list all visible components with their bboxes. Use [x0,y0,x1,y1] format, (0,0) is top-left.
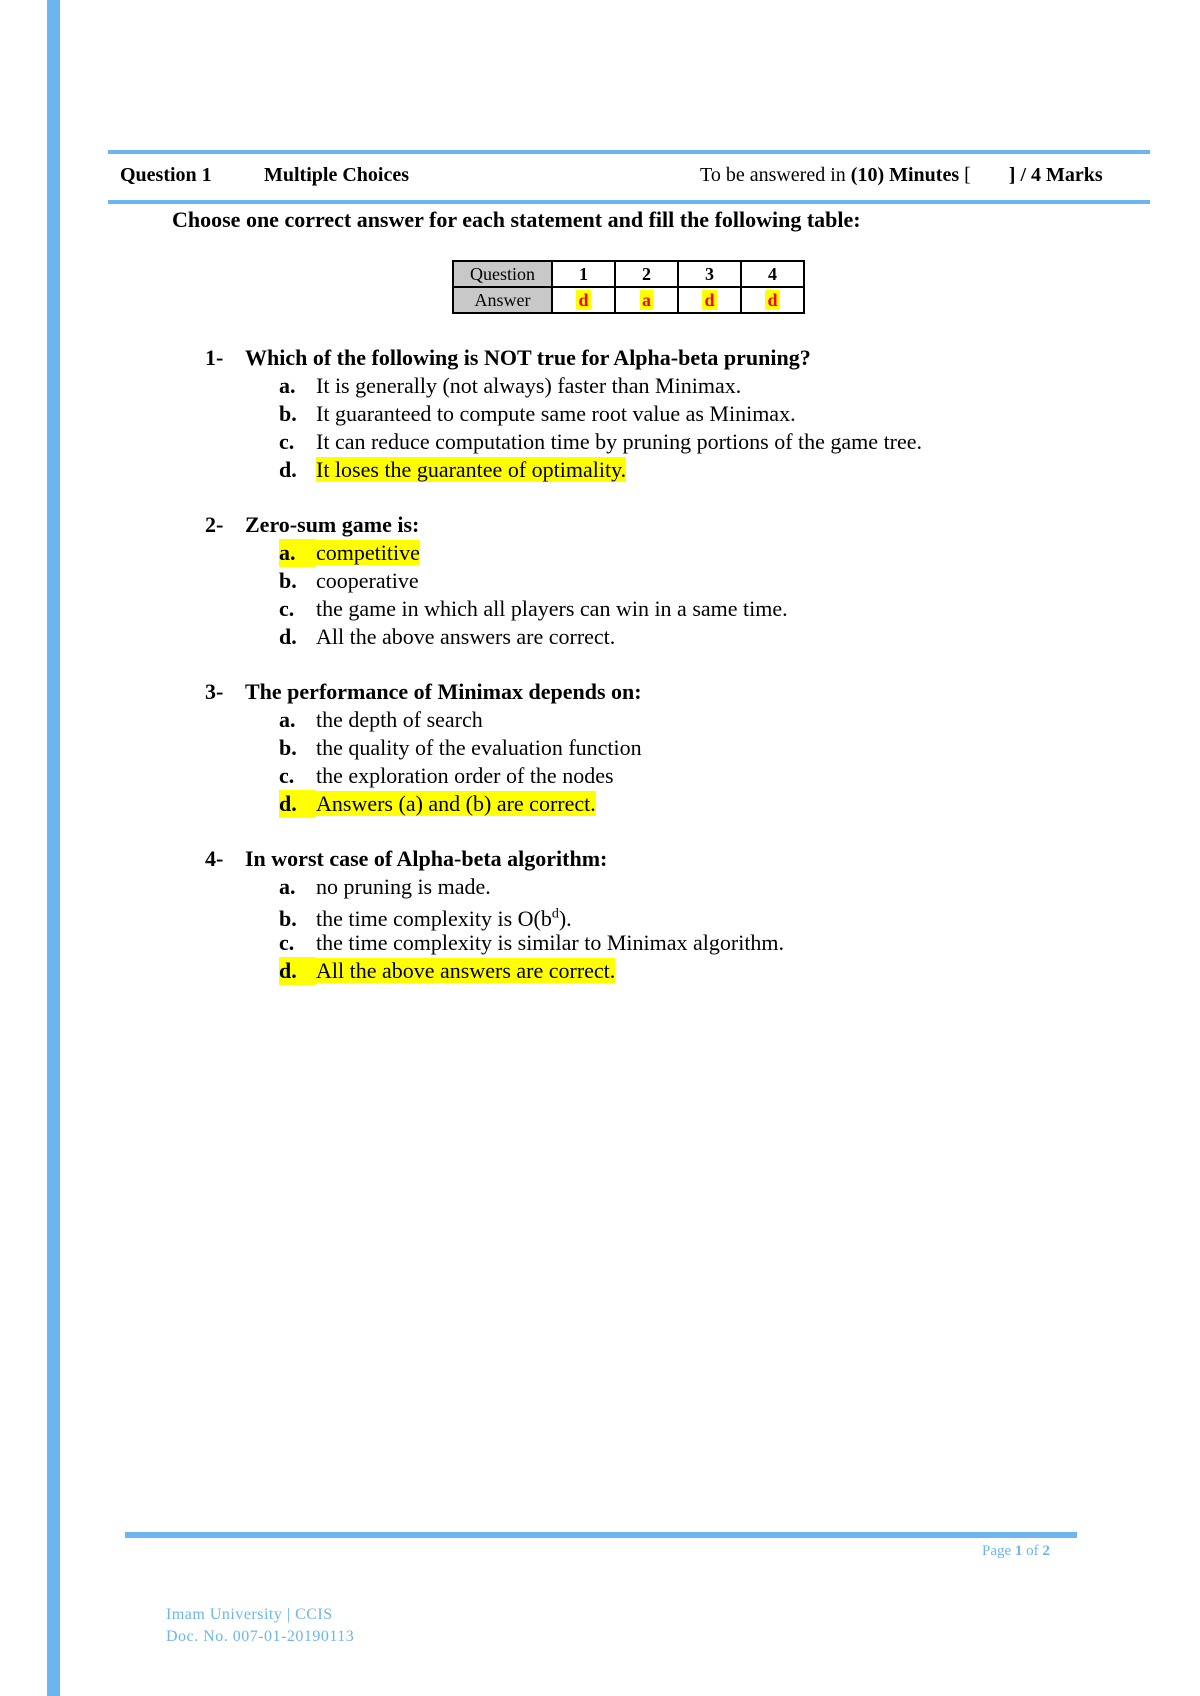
time-and-marks [700,164,1103,187]
option-correct [205,790,642,818]
question-number: 3- [205,679,224,704]
option [205,567,788,595]
answer-value: d [578,289,589,310]
option-text: the time complexity is similar to Minimax algorithm. [316,930,785,955]
page-prefix: Page [982,1543,1015,1559]
option-text: the exploration order of the nodes [316,763,614,788]
page-current: 1 [1014,1543,1023,1559]
option-letter: c. [279,596,295,621]
answer-table-number: 1 [552,261,615,287]
time-value: (10) Minutes [850,164,960,186]
option-correct [205,957,784,985]
option [205,901,784,932]
option-text: no pruning is made. [316,874,491,899]
option-text-prefix: the time complexity is O(b [316,906,552,932]
option [205,372,922,400]
option-text: cooperative [316,568,419,593]
question-number: 1- [205,345,224,370]
answer-value: d [767,289,778,310]
question-title [205,511,788,539]
option-text: the quality of the evaluation function [316,735,642,760]
question-number: 4- [205,846,224,871]
answer-cell [615,287,678,313]
question-number: 2- [205,512,224,537]
question-2 [205,511,788,651]
header-bottom-rule [108,200,1150,204]
footer-rule [125,1532,1077,1538]
answer-table-answer-row [453,287,804,313]
left-margin-bar [47,0,60,1696]
option [205,706,642,734]
option [205,595,788,623]
option-correct [205,456,922,484]
question-text: In worst case of Alpha-beta algorithm: [245,846,608,871]
question-type: Multiple Choices [264,164,409,186]
option-text [316,906,572,931]
option [205,734,642,762]
option [205,762,642,790]
answer-cell [741,287,804,313]
header-top-rule [108,150,1150,154]
time-prefix: To be answered in [700,164,851,186]
question-label: Question 1 [120,164,212,186]
answer-cell [678,287,741,313]
answer-table [452,260,805,314]
option-text: All the above answers are correct. [316,624,616,649]
option-text-highlighted: All the above answers are correct. [316,958,616,983]
answer-table-number: 2 [615,261,678,287]
answer-table-number: 4 [741,261,804,287]
option-text: the game in which all players can win in a same time. [316,596,788,621]
footer-institution-block [166,1604,354,1648]
doc-number: Doc. No. 007-01-20190113 [166,1628,355,1645]
option-text-superscript: d [551,907,559,922]
option-letter: b. [279,401,297,426]
option-letter: a. [279,707,296,732]
option-text: It guaranteed to compute same root value as Minimax. [316,401,796,426]
option-letter: a. [279,874,296,899]
option [205,929,784,957]
option [205,873,784,901]
page-total: 2 [1042,1543,1050,1559]
option-text-highlighted: competitive [316,540,420,565]
option-letter: c. [279,930,295,955]
question-title [205,678,642,706]
question-3 [205,678,642,818]
question-text: Zero-sum game is: [245,512,420,537]
option-letter: b. [279,568,297,593]
option-correct [205,539,788,567]
instruction: Choose one correct answer for each statement and fill the following table: [172,207,861,232]
option-text: It can reduce computation time by pruning portions of the game tree. [316,429,923,454]
answer-table-question-label: Question [453,261,552,287]
answer-table-answer-label: Answer [453,287,552,313]
option-text: It is generally (not always) faster than Minimax. [316,373,742,398]
answer-table-question-row [453,261,804,287]
option-letter: a. [279,539,316,567]
answer-value: d [704,289,715,310]
option-letter: d. [279,457,297,482]
answer-value: a [642,289,651,310]
page-number [982,1543,1050,1560]
option [205,428,922,456]
marks-total: ] / 4 Marks [1008,164,1103,186]
option-text-suffix: ). [558,906,572,932]
option-letter: b. [279,735,297,760]
page-of: of [1022,1543,1043,1559]
option [205,400,922,428]
question-title [205,344,922,372]
question-4 [205,845,784,985]
question-text: Which of the following is NOT true for Alpha-beta pruning? [245,345,811,370]
option-text: the depth of search [316,707,483,732]
option [205,623,788,651]
option-letter: a. [279,373,296,398]
marks-bracket: [ [964,164,971,186]
question-title [205,845,784,873]
option-letter: d. [279,790,316,818]
option-letter: c. [279,429,295,454]
option-letter: d. [279,957,316,985]
question-text: The performance of Minimax depends on: [245,679,642,704]
question-1 [205,344,922,484]
option-text-highlighted: Answers (a) and (b) are correct. [316,791,596,816]
option-letter: d. [279,624,297,649]
answer-cell [552,287,615,313]
option-letter: b. [279,906,297,932]
answer-table-number: 3 [678,261,741,287]
institution-name: Imam University | CCIS [166,1606,333,1623]
option-text-highlighted: It loses the guarantee of optimality. [316,457,627,482]
option-letter: c. [279,763,295,788]
